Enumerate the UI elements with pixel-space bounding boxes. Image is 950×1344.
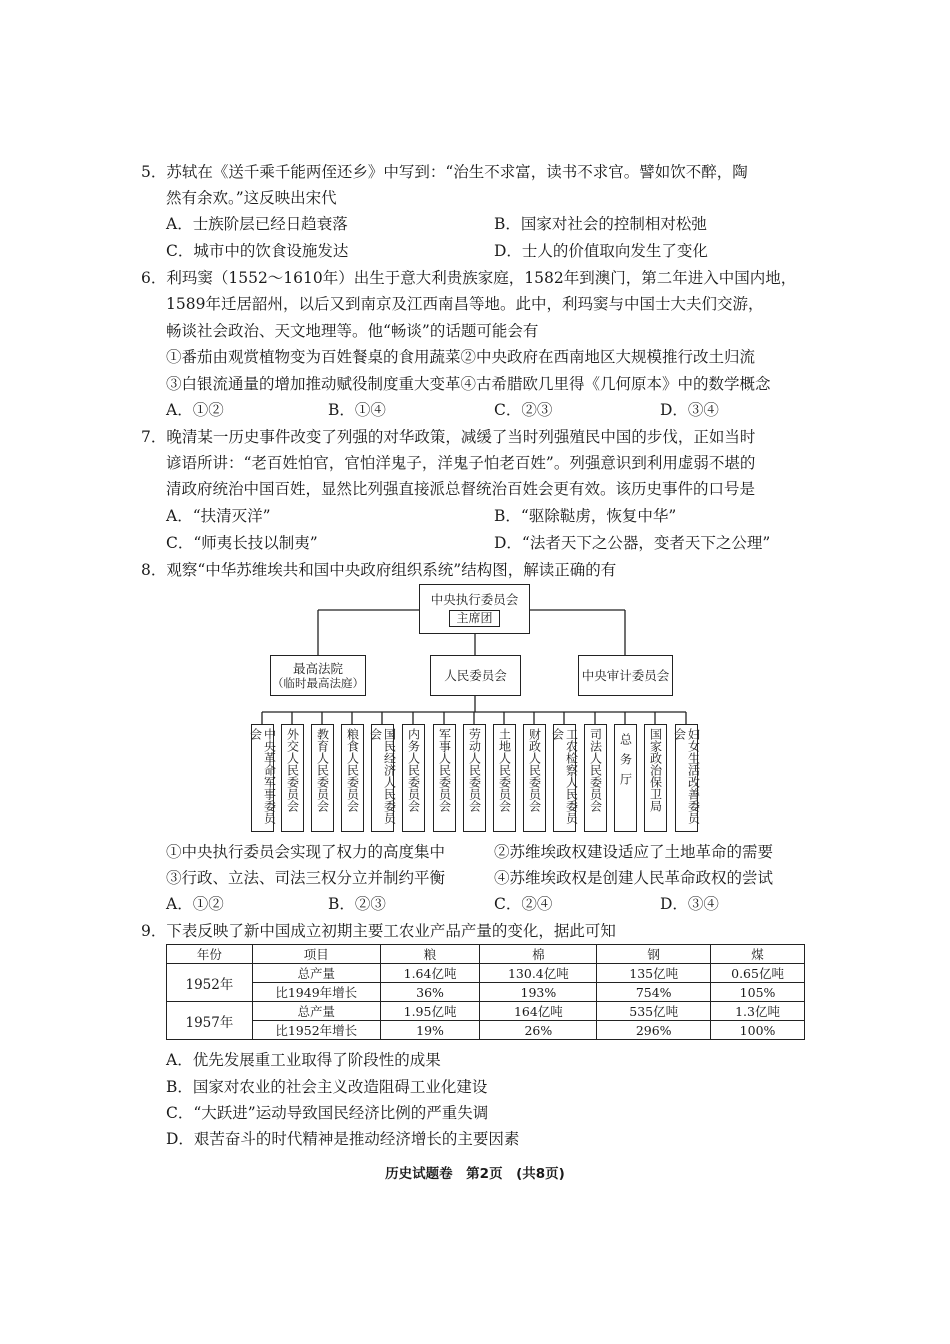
q8-option-d: D．③④ [660,895,719,913]
table-header-row [167,945,805,964]
q7-stem-line2: 谚语所讲：“老百姓怕官，官怕洋鬼子，洋鬼子怕老百姓”。列强意识到利用虚弱不堪的 [166,454,756,472]
peoples-committee-box [430,655,521,696]
q7-option-d: D．“法者天下之公器，变者天下之公理” [494,534,771,552]
q6-item-line2: ③白银流通量的增加推动赋役制度重大变革④古希腊欧几里得《几何原本》中的数学概念 [166,375,771,393]
q9-stem: 9．下表反映了新中国成立初期主要工农业产品产量的变化，据此可知 [141,922,616,940]
q9-option-a: A．优先发展重工业取得了阶段性的成果 [166,1051,441,1069]
q7-option-c: C．“师夷长技以制夷” [166,534,318,552]
table-header: 年份 [167,945,253,964]
q6-stem-line1: 6．利玛窦（1552～1610年）出生于意大利贵族家庭，1582年到澳门，第二年进入中国内地， [141,269,797,287]
table-cell: 0.65亿吨 [711,964,805,983]
table-cell: 比1952年增长 [252,1021,380,1040]
sub-committee-box: 教育人民委员会 [311,724,334,832]
q8-option-c: C．②④ [494,895,553,913]
table-cell: 135亿吨 [597,964,711,983]
table-cell: 1.64亿吨 [380,964,480,983]
table-cell: 164亿吨 [480,1002,597,1021]
table-cell: 比1949年增长 [252,983,380,1002]
supreme-court-box [270,655,366,696]
sub-committee-box: 总务厅 [614,724,637,832]
table-row [167,964,805,983]
q6-option-b: B．①④ [328,401,386,419]
peoples-committee-label: 人民委员会 [444,668,507,683]
sub-committee-box: 中央革命军事委员会 [251,724,274,832]
table-cell: 100% [711,1021,805,1040]
central-audit-committee-box [578,655,673,696]
q5-option-b: B．国家对社会的控制相对松弛 [494,215,707,233]
table-row [167,1021,805,1040]
q6-option-d: D．③④ [660,401,719,419]
table-cell: 105% [711,983,805,1002]
table-cell: 26% [480,1021,597,1040]
table-cell: 总产量 [252,1002,380,1021]
q6-item-line1: ①番茄由观赏植物变为百姓餐桌的食用蔬菜②中央政府在西南地区大规模推行改土归流 [166,348,756,366]
table-cell: 1.3亿吨 [711,1002,805,1021]
sub-committee-box: 国家政治保卫局 [644,724,667,832]
table-row [167,1002,805,1021]
q7-option-a: A．“扶清灭洋” [166,507,271,525]
central-executive-committee-box [419,584,530,634]
sub-committee-box: 军事人民委员会 [433,724,456,832]
table-cell: 193% [480,983,597,1002]
table-header: 粮 [380,945,480,964]
q7-option-b: B．“驱除鞑虏，恢复中华” [494,507,677,525]
q7-stem-line1: 7．晚清某一历史事件改变了列强的对华政策，减缓了当时列强殖民中国的步伐，正如当时 [141,428,756,446]
q8-item3: ③行政、立法、司法三权分立并制约平衡 [166,869,446,887]
q5-option-a: A．士族阶层已经日趋衰落 [166,215,348,233]
table-cell: 535亿吨 [597,1002,711,1021]
sub-committee-box: 司法人民委员会 [584,724,607,832]
table-cell: 296% [597,1021,711,1040]
table-cell: 754% [597,983,711,1002]
q7-stem-line3: 清政府统治中国百姓，显然比列强直接派总督统治百姓会更有效。该历史事件的口号是 [166,480,756,498]
table-cell: 130.4亿吨 [480,964,597,983]
q5-option-c: C．城市中的饮食设施发达 [166,242,349,260]
q8-item2: ②苏维埃政权建设适应了土地革命的需要 [494,843,774,861]
q5-option-d: D．士人的价值取向发生了变化 [494,242,708,260]
production-table [166,944,805,1040]
q8-stem: 8．观察“中华苏维埃共和国中央政府组织系统”结构图，解读正确的有 [141,561,617,579]
page-footer: 历史试题卷 第2页 (共8页) [385,1166,565,1182]
table-cell: 36% [380,983,480,1002]
table-cell: 总产量 [252,964,380,983]
sub-committee-box: 粮食人民委员会 [341,724,364,832]
q5-stem-line1: 5．苏轼在《送千乘千能两侄还乡》中写到：“治生不求富，读书不求官。譬如饮不醉，陶 [141,163,748,181]
q8-item1: ①中央执行委员会实现了权力的高度集中 [166,843,446,861]
year-cell-1952: 1952年 [167,964,253,1002]
sub-committee-box: 土地人民委员会 [493,724,516,832]
sub-committee-box: 外交人民委员会 [281,724,304,832]
q6-stem-line2: 1589年迁居韶州，以后又到南京及江西南昌等地。此中，利玛窦与中国士大夫们交游， [166,295,764,313]
table-cell: 19% [380,1021,480,1040]
table-header: 棉 [480,945,597,964]
q8-item4: ④苏维埃政权是创建人民革命政权的尝试 [494,869,774,887]
supreme-court-sublabel: （临时最高法庭） [272,675,364,690]
q9-option-b: B．国家对农业的社会主义改造阻碍工业化建设 [166,1078,488,1096]
q6-option-c: C．②③ [494,401,553,419]
q8-option-b: B．②③ [328,895,386,913]
table-header: 钢 [597,945,711,964]
table-header: 项目 [252,945,380,964]
supreme-court-label: 最高法院 [292,660,343,676]
table-header: 煤 [711,945,805,964]
q8-option-a: A．①② [166,895,224,913]
q6-stem-line3: 畅谈社会政治、天文地理等。他“畅谈”的话题可能会有 [166,322,539,340]
sub-committee-box: 国民经济人民委员会 [371,724,394,832]
sub-committee-box: 劳动人民委员会 [463,724,486,832]
q6-option-a: A．①② [166,401,224,419]
sub-committee-box: 财政人民委员会 [523,724,546,832]
sub-committee-box: 妇女生活改善委员会 [675,724,698,832]
central-executive-committee-label: 中央执行委员会 [430,591,519,607]
sub-committee-box: 内务人民委员会 [402,724,425,832]
table-cell: 1.95亿吨 [380,1002,480,1021]
q9-option-d: D．艰苦奋斗的时代精神是推动经济增长的主要因素 [166,1130,520,1148]
presidium-label: 主席团 [449,610,499,627]
q5-stem-line2: 然有余欢。”这反映出宋代 [166,189,337,207]
q9-option-c: C．“大跃进”运动导致国民经济比例的严重失调 [166,1104,489,1122]
central-audit-committee-label: 中央审计委员会 [581,668,670,683]
year-cell-1957: 1957年 [167,1002,253,1040]
table-row [167,983,805,1002]
sub-committee-box: 工农检察人民委员会 [553,724,576,832]
